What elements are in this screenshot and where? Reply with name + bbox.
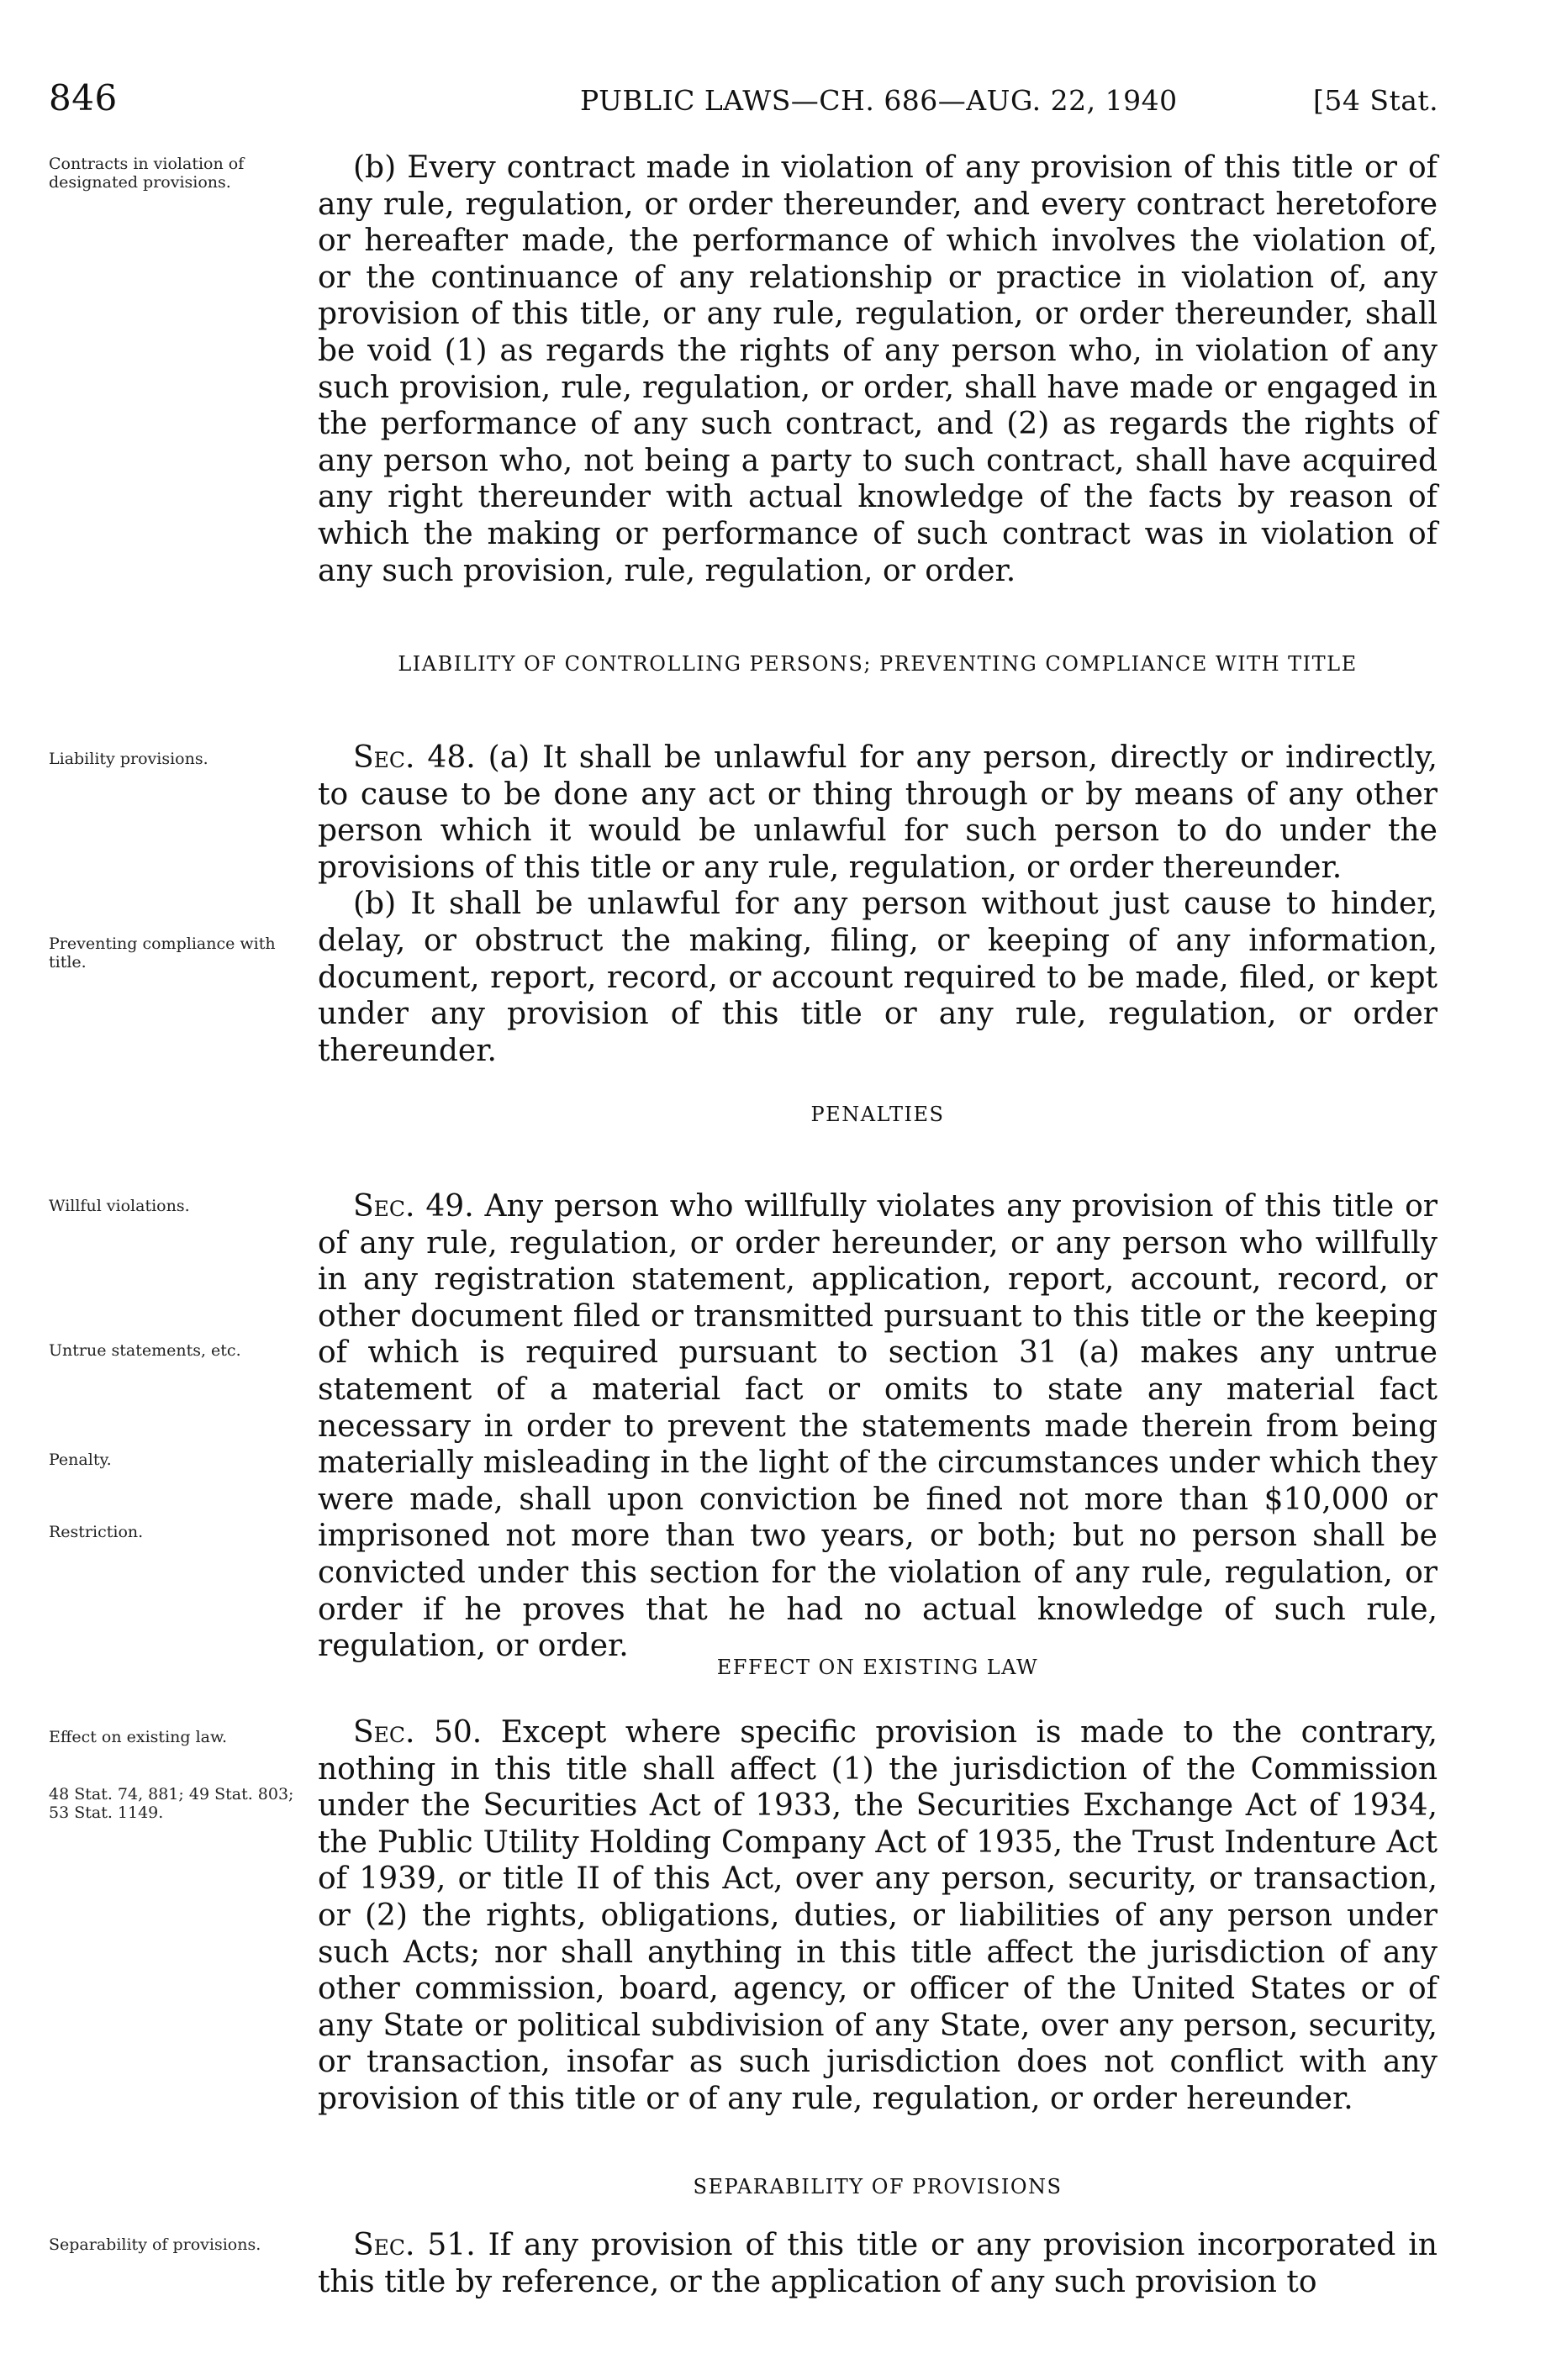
section-47b — [318, 150, 1438, 589]
margin-note-effect-on-law: Effect on existing law. — [49, 1728, 228, 1746]
section-51 — [318, 2227, 1438, 2300]
margin-note-penalty: Penalty. — [49, 1451, 112, 1469]
heading-section-49: PENALTIES — [810, 1103, 945, 1126]
margin-note-separability: Separability of provisions. — [49, 2235, 261, 2254]
paragraph-48b: (b) It shall be unlawful for any person without just cause to hinder, delay, or obstruct the making, filing, or keeping of any information, document, report, record, or account required to be made, filed, or kept under any provision of this title or any rule, regulation, or order thereunder. — [318, 887, 1438, 1068]
paragraph-51 — [318, 2227, 1438, 2300]
text-51: If any provision of this title or any provision incorporated in this title by reference, or the application of any such provision to — [318, 2228, 1438, 2299]
volume-reference: [54 Stat. — [1313, 84, 1439, 117]
paragraph-48a — [318, 740, 1438, 886]
section-label-49: Sec. 49. — [353, 1189, 474, 1224]
margin-note-untrue-statements: Untrue statements, etc. — [49, 1341, 241, 1360]
running-title: PUBLIC LAWS—CH. 686—AUG. 22, 1940 — [580, 84, 1178, 117]
margin-note-preventing-compliance: Preventing compliance with title. — [49, 935, 276, 971]
paragraph-49 — [318, 1188, 1438, 1665]
text-50: Except where specific provision is made to the contrary, nothing in this title shall affect (1) the jurisdiction of the Commission under the Securities Act of 1933, the Securities Exchange Act of 1934, the Public Utility Holding Company Act of 1935, the Trust Indenture Act of 1939, or title II of this Act, over any person, security, or transaction, or (2) the rights, obligations, duties, or liabilities of any person under such Acts; nor shall anything in this title affect the jurisdiction of any other commission, board, agency, or officer of the United States or of any State or political subdivision of any State, over any person, security, or transaction, insofar as such jurisdiction does not conflict with any provision of this title or of any rule, regulation, or order hereunder. — [318, 1715, 1438, 2116]
margin-note-stat-citations: 48 Stat. 74, 881; 49 Stat. 803; 53 Stat. 1149. — [49, 1785, 294, 1822]
paragraph-47b: (b) Every contract made in violation of any provision of this title or of any rule, regulation, or order thereunder, and every contract heretofore or hereafter made, the performance of which involves the violation of, or the continuance of any relationship or practice in violation of, any provision of this title, or any rule, regulation, or order thereunder, shall be void (1) as regards the rights of any person who, in violation of any such provision, rule, regulation, or order, shall have made or engaged in the performance of any such contract, and (2) as regards the rights of any person who, not being a party to such contract, shall have acquired any right thereunder with actual knowledge of the facts by reason of which the making or performance of such contract was in violation of any such provision, rule, regulation, or order. — [318, 150, 1438, 588]
section-50 — [318, 1714, 1438, 2118]
margin-note-contracts: Contracts in violation of designated provisions. — [49, 155, 245, 192]
paragraph-50 — [318, 1714, 1438, 2118]
margin-note-willful-violations: Willful violations. — [49, 1197, 190, 1215]
margin-note-liability: Liability provisions. — [49, 750, 208, 768]
page-number: 846 — [49, 77, 118, 118]
heading-section-50: EFFECT ON EXISTING LAW — [716, 1656, 1039, 1679]
margin-note-restriction: Restriction. — [49, 1523, 144, 1541]
section-label-50: Sec. 50. — [353, 1715, 483, 1750]
section-label-48: Sec. 48. — [353, 740, 476, 775]
section-49 — [318, 1188, 1438, 1665]
heading-section-51: SEPARABILITY OF PROVISIONS — [693, 2175, 1063, 2198]
section-48 — [318, 740, 1438, 1069]
text-49: Any person who willfully violates any provision of this title or of any rule, regulation, or order hereunder, or any person who willfully in any registration statement, application, report, account, record, or other document filed or transmitted pursuant to this title or the keeping of which is required pursuant to section 31 (a) makes any untrue statement of a material fact or omits to state any material fact necessary in order to prevent the statements made therein from being materially misleading in the light of the circumstances under which they were made, shall upon conviction be fined not more than $10,000 or imprisoned not more than two years, or both; but no person shall be convicted under this section for the violation of any rule, regulation, or order if he proves that he had no actual knowledge of such rule, regulation, or order. — [318, 1189, 1438, 1664]
section-label-51: Sec. 51. — [353, 2228, 476, 2262]
heading-section-48: LIABILITY OF CONTROLLING PERSONS; PREVENTING COMPLIANCE WITH TITLE — [398, 652, 1358, 676]
text-48a: (a) It shall be unlawful for any person, directly or indirectly, to cause to be done any act or thing through or by means of any other person which it would be unlawful for such person to do under the provisions of this title or any rule, regulation, or order thereunder. — [318, 740, 1438, 885]
